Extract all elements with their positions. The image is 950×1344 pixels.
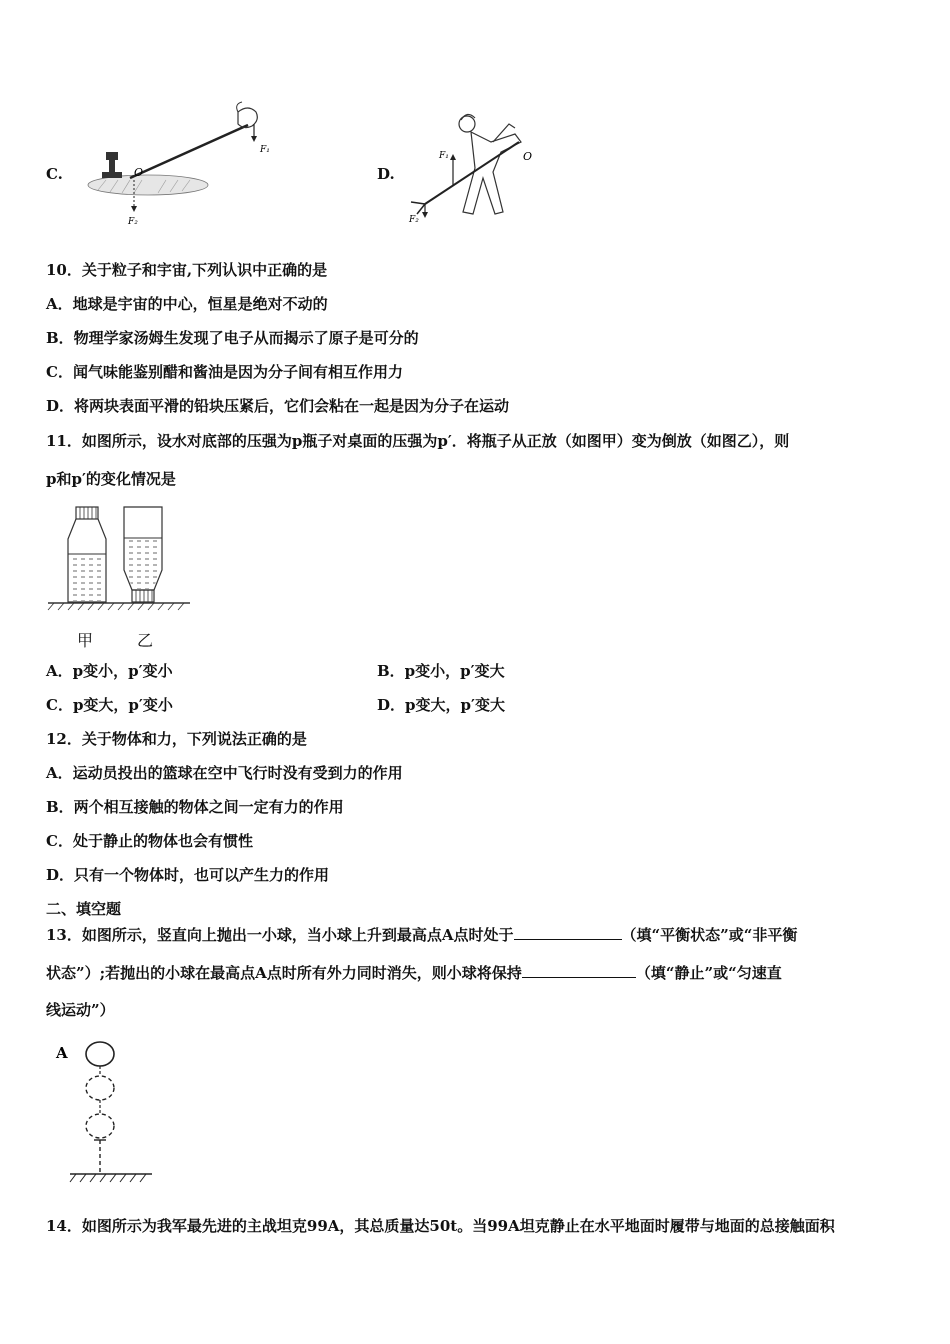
q11-stem-line1: 11．如图所示，设水对底部的压强为p瓶子对桌面的压强为p′．将瓶子从正放（如图甲）变为倒放（如图乙），则 [46, 432, 790, 450]
q13-blank-2[interactable] [522, 962, 636, 978]
section-title-fill-in: 二、填空题 [46, 900, 122, 918]
q11-option-a: A．p变小，p′变小 [46, 662, 173, 680]
force-label-f2-c: F₂ [128, 217, 138, 227]
q10-option-b: B．物理学家汤姆生发现了电子从而揭示了原子是可分的 [46, 329, 419, 347]
q13-line1 [46, 924, 797, 945]
q12-option-b: B．两个相互接触的物体之间一定有力的作用 [46, 798, 344, 816]
q13-line3: 线运动”） [46, 1001, 115, 1019]
q13-blank-1[interactable] [514, 924, 622, 940]
q11-bottles-figure [48, 502, 198, 622]
point-a-label: A [56, 1044, 68, 1062]
q13-line1-text-a: 13．如图所示，竖直向上抛出一小球，当小球上升到最高点A点时处于 [46, 926, 514, 944]
force-label-f2-d: F₂ [409, 215, 419, 225]
q14-stem: 14．如图所示为我军最先进的主战坦克99A，其总质量达50t。当99A坦克静止在水平地面时履带与地面的总接触面积 [46, 1217, 835, 1235]
q10-option-a: A．地球是宇宙的中心，恒星是绝对不动的 [46, 295, 328, 313]
q9-option-c: C. [46, 165, 63, 183]
force-label-f1-d: F₁ [439, 151, 449, 161]
q11-stem-line2: p和p′的变化情况是 [46, 470, 176, 488]
q12-stem: 12．关于物体和力，下列说法正确的是 [46, 730, 307, 748]
q10-option-c: C．闻气味能鉴别醋和酱油是因为分子间有相互作用力 [46, 363, 403, 381]
q12-option-d: D．只有一个物体时，也可以产生力的作用 [46, 866, 330, 884]
q13-line1-text-b: （填“平衡状态”或“非平衡 [621, 926, 798, 944]
force-label-f1-c: F₁ [260, 145, 270, 155]
q11-option-d: D．p变大，p′变大 [377, 696, 505, 714]
q9-figure-d [405, 102, 545, 227]
q12-option-c: C．处于静止的物体也会有惯性 [46, 832, 253, 850]
q9-figure-c [78, 100, 268, 230]
q11-option-c: C．p变大，p′变小 [46, 696, 173, 714]
caption-jia: 甲 [77, 631, 94, 650]
q9-option-d: D. [377, 165, 395, 183]
q12-option-a: A．运动员投出的篮球在空中飞行时没有受到力的作用 [46, 764, 403, 782]
pivot-label-d: O [523, 150, 533, 163]
q13-line2-text-a: 状态”）;若抛出的小球在最高点A点时所有外力同时消失，则小球将保持 [46, 964, 522, 982]
q11-option-b: B．p变小，p′变大 [377, 662, 505, 680]
q10-stem: 10．关于粒子和宇宙,下列认识中正确的是 [46, 261, 328, 279]
pivot-label-c: O [134, 166, 144, 179]
q10-option-d: D．将两块表面平滑的铅块压紧后，它们会粘在一起是因为分子在运动 [46, 397, 510, 415]
caption-yi: 乙 [137, 631, 154, 650]
q13-line2-text-b: （填“静止”或“匀速直 [635, 964, 782, 982]
q13-ball-figure [52, 1036, 162, 1188]
q13-line2 [46, 962, 782, 983]
